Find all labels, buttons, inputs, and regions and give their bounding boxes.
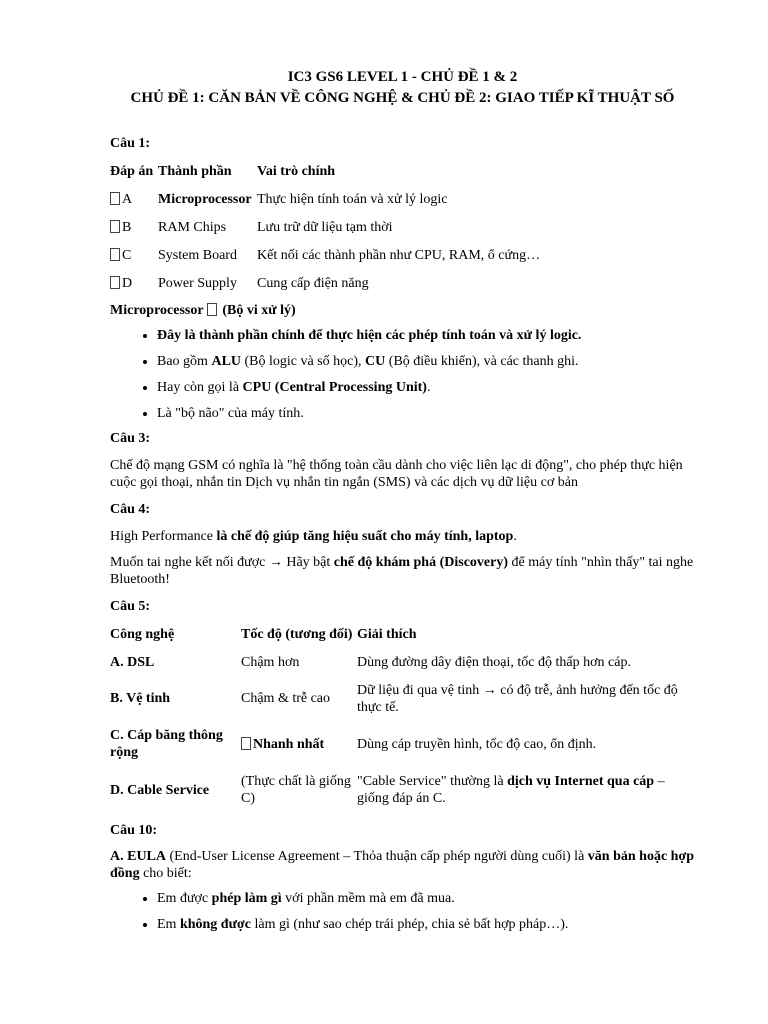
- list-item: • Đây là thành phần chính để thực hiện các phép tính toán và xử lý logic.: [157, 323, 695, 349]
- table-row: [110, 767, 695, 813]
- q1-answer-line: [110, 302, 695, 319]
- q3-heading: Câu 3:: [110, 431, 151, 446]
- speed-cell: Chậm hơn: [241, 654, 300, 670]
- header-cell: Tốc độ (tương đối): [241, 626, 353, 642]
- q3-text: Chế độ mạng GSM có nghĩa là "hệ thống toàn cầu dành cho việc liên lạc di động", cho phép thực hiện cuộc gọi thoại, nhắn tin Dịch vụ nhắn tin ngắn (SMS) và các dịch vụ dữ liệu cơ bản: [110, 458, 683, 490]
- q5-table: [110, 620, 695, 813]
- document-subtitle: CHỦ ĐỀ 1: CĂN BẢN VỀ CÔNG NGHỆ & CHỦ ĐỀ 2: GIAO TIẾP KĨ THUẬT SỐ: [130, 90, 675, 106]
- table-row: [110, 241, 540, 269]
- note-cell: Dùng đường dây điện thoại, tốc độ thấp hơn cáp.: [357, 654, 631, 670]
- q1-bullet-list: [110, 323, 695, 427]
- answer-key: B: [122, 219, 132, 235]
- note-cell: Dữ liệu đi qua vệ tinh → có độ trễ, ảnh hưởng đến tốc độ thực tế.: [357, 682, 678, 715]
- table-row: [110, 213, 540, 241]
- component-cell: RAM Chips: [158, 219, 227, 235]
- q4-line1: High Performance là chế độ giúp tăng hiệu suất cho máy tính, laptop.: [110, 529, 517, 544]
- checkbox-icon: [110, 220, 120, 233]
- speed-cell: (Thực chất là giống C): [241, 774, 351, 806]
- table-row: [110, 721, 695, 767]
- component-cell: System Board: [158, 247, 237, 263]
- speed-cell: Nhanh nhất: [253, 736, 325, 752]
- tech-cell: D. Cable Service: [110, 782, 210, 798]
- header-cell: Thành phần: [158, 163, 232, 179]
- header-cell: Công nghệ: [110, 626, 175, 642]
- speed-cell: Chậm & trễ cao: [241, 691, 331, 706]
- checkbox-icon: [110, 276, 120, 289]
- role-cell: Lưu trữ dữ liệu tạm thời: [257, 219, 393, 235]
- answer-term: Microprocessor: [110, 303, 204, 318]
- table-row: [110, 648, 695, 676]
- tech-cell: C. Cáp băng thông rộng: [110, 728, 223, 760]
- header-cell: Vai trò chính: [257, 163, 336, 179]
- table-row: [110, 676, 695, 721]
- component-cell: Power Supply: [158, 275, 237, 291]
- checkbox-icon: [207, 303, 217, 316]
- table-row: [110, 185, 540, 213]
- table-row: [110, 269, 540, 297]
- q1-heading: Câu 1:: [110, 136, 151, 151]
- list-item: • Em không được làm gì (như sao chép trái phép, chia sẻ bất hợp pháp…).: [157, 912, 695, 938]
- table-header-row: [110, 620, 695, 648]
- list-item: • Hay còn gọi là CPU (Central Processing Unit).: [157, 375, 695, 401]
- table-header-row: [110, 157, 540, 185]
- document-page: [110, 68, 695, 938]
- checkbox-icon: [241, 737, 251, 750]
- q10-bullet-list: [110, 886, 695, 938]
- tech-cell: A. DSL: [110, 654, 155, 670]
- q4-line2: Muốn tai nghe kết nối được → Hãy bật chế độ khám phá (Discovery) để máy tính "nhìn thấy" tai nghe Bluetooth!: [110, 555, 694, 587]
- answer-key: C: [122, 247, 132, 263]
- checkbox-icon: [110, 192, 120, 205]
- answer-key: A: [122, 191, 133, 207]
- q10-heading: Câu 10:: [110, 823, 158, 838]
- header-cell: Giải thích: [357, 626, 417, 642]
- answer-key: D: [122, 275, 133, 291]
- role-cell: Thực hiện tính toán và xử lý logic: [257, 191, 448, 207]
- q1-table: [110, 157, 540, 297]
- role-cell: Cung cấp điện năng: [257, 275, 369, 291]
- checkbox-icon: [110, 248, 120, 261]
- tech-cell: B. Vệ tinh: [110, 691, 171, 706]
- list-item: • Là "bộ não" của máy tính.: [157, 401, 695, 427]
- q4-heading: Câu 4:: [110, 502, 151, 517]
- answer-desc: (Bộ vi xử lý): [222, 303, 296, 318]
- q5-heading: Câu 5:: [110, 599, 151, 614]
- role-cell: Kết nối các thành phần như CPU, RAM, ổ cứng…: [257, 247, 541, 263]
- note-cell: Dùng cáp truyền hình, tốc độ cao, ổn định.: [357, 736, 597, 752]
- q10-intro: A. EULA (End-User License Agreement – Thỏa thuận cấp phép người dùng cuối) là văn bản hoặc hợp đồng cho biết:: [110, 849, 694, 881]
- header-cell: Đáp án: [110, 163, 154, 179]
- list-item: • Bao gồm ALU (Bộ logic và số học), CU (Bộ điều khiển), và các thanh ghi.: [157, 349, 695, 375]
- list-item: • Em được phép làm gì với phần mềm mà em đã mua.: [157, 886, 695, 912]
- document-title: IC3 GS6 LEVEL 1 - CHỦ ĐỀ 1 & 2: [287, 69, 518, 85]
- component-cell: Microprocessor: [158, 191, 252, 207]
- note-cell: "Cable Service" thường là dịch vụ Internet qua cáp – giống đáp án C.: [357, 774, 665, 806]
